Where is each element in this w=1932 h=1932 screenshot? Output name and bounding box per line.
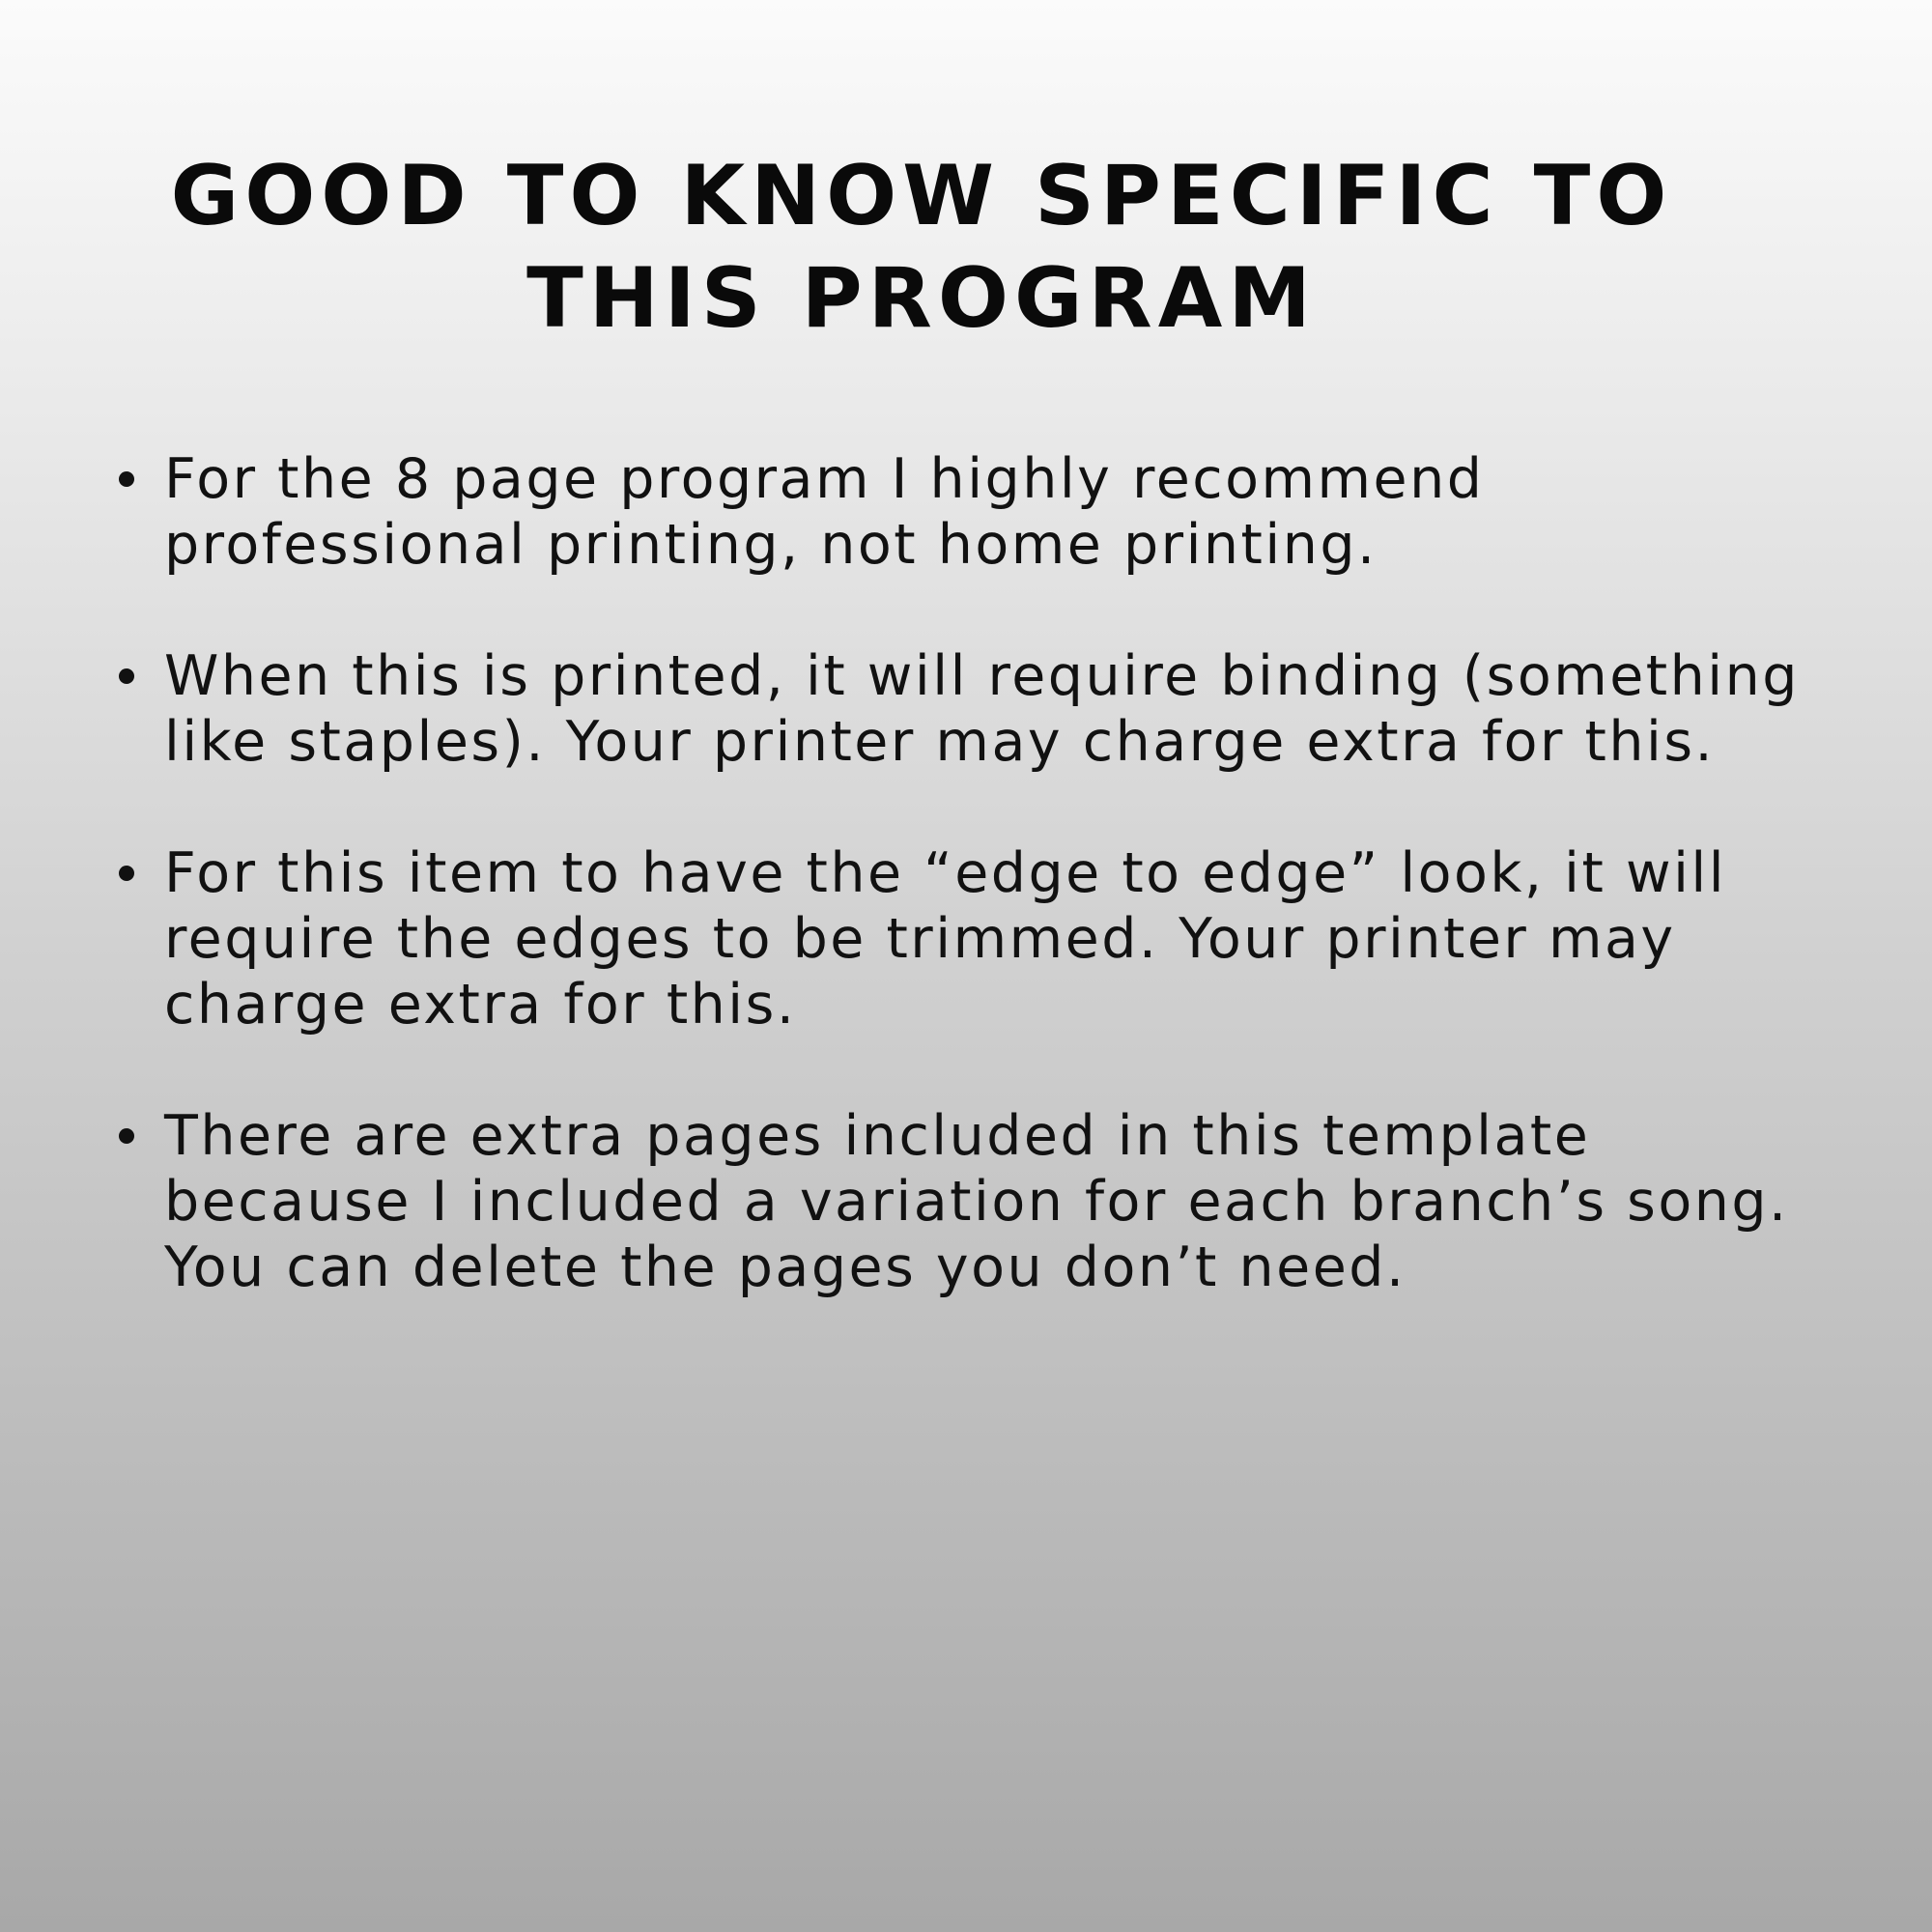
list-item-text	[164, 840, 1922, 1037]
list-item-line: charge extra for this.	[164, 973, 797, 1037]
list-item-line: For this item to have the “edge to edge” look, it will	[164, 841, 1727, 905]
list-item-line: There are extra pages included in this template	[164, 1104, 1591, 1168]
bullet-point-icon	[119, 866, 134, 881]
page-title-line: GOOD TO KNOW SPECIFIC TO	[170, 148, 1673, 244]
list-item-line: For the 8 page program I highly recommend	[164, 447, 1485, 511]
list-item-line: You can delete the pages you don’t need.	[164, 1236, 1406, 1299]
list-item-line: professional printing, not home printing.	[164, 513, 1378, 577]
list-item-text	[164, 643, 1922, 775]
page-title-line: THIS PROGRAM	[526, 250, 1317, 347]
list-item-text	[164, 446, 1922, 578]
list-item-text	[164, 1103, 1922, 1300]
bullet-point-icon	[119, 668, 134, 684]
bullet-point-icon	[119, 471, 134, 487]
list-item-line: When this is printed, it will require binding (something	[164, 644, 1800, 708]
list-item-line: because I included a variation for each branch’s song.	[164, 1170, 1789, 1234]
list-item-line: require the edges to be trimmed. Your printer may	[164, 907, 1676, 971]
list-item-line: like staples). Your printer may charge extra for this.	[164, 710, 1716, 774]
bullet-point-icon	[119, 1128, 134, 1144]
